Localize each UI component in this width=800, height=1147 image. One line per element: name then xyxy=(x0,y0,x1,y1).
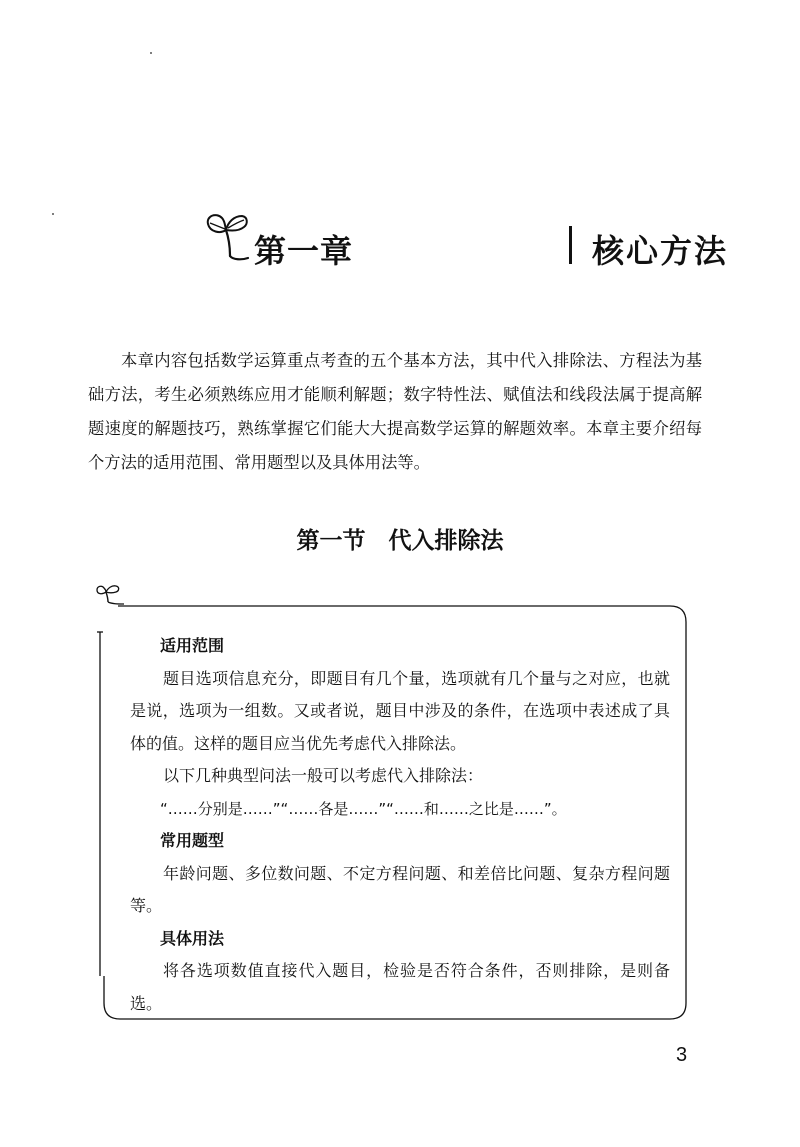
scan-speck xyxy=(150,52,152,54)
scan-speck xyxy=(52,213,54,215)
typical-intro: 以下几种典型问法一般可以考虑代入排除法： xyxy=(163,766,484,785)
usage-text: 将各选项数值直接代入题目，检验是否符合条件，否则排除，是则备选。 xyxy=(130,961,670,1013)
chapter-intro-paragraph: 本章内容包括数学运算重点考查的五个基本方法，其中代入排除法、方程法为基础方法，考生必须熟练应用才能顺利解题；数字特性法、赋值法和线段法属于提高解题速度的解题技巧，熟练掌握它们能大大提高数学运算的解题效率。本章主要介绍每个方法的适用范围、常用题型以及具体用法等。 xyxy=(88,351,702,472)
method-box-content xyxy=(130,630,670,1020)
types-text: 年龄问题、多位数问题、不定方程问题、和差倍比问题、复杂方程问题等。 xyxy=(130,863,670,915)
usage-heading: 具体用法 xyxy=(160,928,225,948)
chapter-title: 核心方法 xyxy=(592,232,729,270)
types-heading: 常用题型 xyxy=(160,831,225,850)
typical-examples: “……分别是……”“……各是……”“……和……之比是……”。 xyxy=(160,799,567,818)
sprout-icon xyxy=(200,204,252,264)
scope-text: 题目选项信息充分，即题目有几个量，选项就有几个量与之对应，也就是说，选项为一组数。又或者说，题目中涉及的条件，在选项中表述成了具体的值。这样的题目应当优先考虑代入排除法。 xyxy=(130,668,670,753)
chapter-heading xyxy=(200,204,729,274)
scope-heading: 适用范围 xyxy=(160,636,225,655)
chapter-number: 第一章 xyxy=(254,232,354,270)
chapter-divider xyxy=(569,226,572,264)
page-number: 3 xyxy=(676,1044,688,1066)
section-title: 第一节 代入排除法 xyxy=(296,528,504,554)
small-sprout-icon xyxy=(94,582,124,606)
